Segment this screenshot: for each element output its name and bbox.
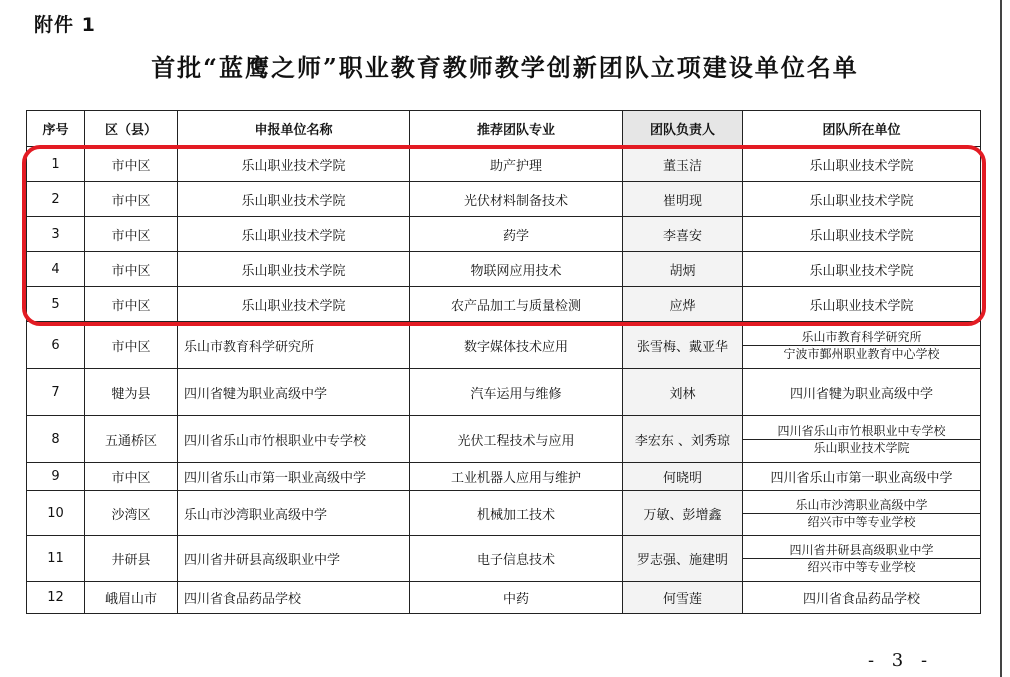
table-row	[27, 491, 981, 536]
table-row	[27, 147, 981, 182]
unit-entry: 绍兴市中等专业学校	[743, 513, 980, 530]
cell-major: 物联网应用技术	[410, 252, 623, 287]
header-leader: 团队负责人	[623, 111, 743, 147]
header-unit: 团队所在单位	[743, 111, 981, 147]
cell-applicant: 乐山市沙湾职业高级中学	[178, 491, 410, 536]
cell-district: 市中区	[85, 463, 178, 491]
cell-no: 7	[27, 369, 85, 416]
cell-applicant: 乐山职业技术学院	[178, 287, 410, 322]
cell-major: 光伏工程技术与应用	[410, 416, 623, 463]
cell-unit	[743, 416, 981, 463]
table-header-row	[27, 111, 981, 147]
cell-major: 农产品加工与质量检测	[410, 287, 623, 322]
cell-leader: 张雪梅、戴亚华	[623, 322, 743, 369]
cell-no: 5	[27, 287, 85, 322]
cell-applicant: 四川省犍为职业高级中学	[178, 369, 410, 416]
header-district: 区（县）	[85, 111, 178, 147]
unit-entry: 乐山市教育科学研究所	[801, 329, 922, 344]
cell-leader: 何晓明	[623, 463, 743, 491]
page-edge-line	[1000, 0, 1002, 677]
cell-leader: 刘林	[623, 369, 743, 416]
cell-applicant: 四川省井研县高级职业中学	[178, 536, 410, 582]
unit-entry: 四川省乐山市竹根职业中专学校	[777, 423, 946, 438]
cell-applicant: 乐山职业技术学院	[178, 147, 410, 182]
cell-applicant: 乐山职业技术学院	[178, 217, 410, 252]
cell-applicant: 四川省食品药品学校	[178, 582, 410, 614]
cell-district: 犍为县	[85, 369, 178, 416]
cell-district: 沙湾区	[85, 491, 178, 536]
cell-district: 井研县	[85, 536, 178, 582]
cell-applicant: 乐山职业技术学院	[178, 182, 410, 217]
cell-unit	[743, 536, 981, 582]
cell-leader: 罗志强、施建明	[623, 536, 743, 582]
cell-leader: 胡炳	[623, 252, 743, 287]
cell-no: 9	[27, 463, 85, 491]
attachment-label: 附件 1	[34, 14, 96, 36]
cell-leader: 崔明现	[623, 182, 743, 217]
cell-applicant: 乐山职业技术学院	[178, 252, 410, 287]
cell-no: 2	[27, 182, 85, 217]
unit-entry: 乐山职业技术学院	[743, 439, 980, 456]
header-applicant: 申报单位名称	[178, 111, 410, 147]
unit-entry: 四川省井研县高级职业中学	[789, 543, 934, 557]
cell-unit: 乐山职业技术学院	[743, 217, 981, 252]
unit-entry: 绍兴市中等专业学校	[743, 558, 980, 575]
cell-leader: 应烨	[623, 287, 743, 322]
team-list-table	[26, 110, 981, 614]
cell-major: 电子信息技术	[410, 536, 623, 582]
header-major: 推荐团队专业	[410, 111, 623, 147]
table-row	[27, 287, 981, 322]
document-title: 首批“蓝鹰之师”职业教育教师教学创新团队立项建设单位名单	[151, 53, 859, 82]
cell-major: 中药	[410, 582, 623, 614]
cell-no: 12	[27, 582, 85, 614]
cell-district: 五通桥区	[85, 416, 178, 463]
cell-no: 3	[27, 217, 85, 252]
cell-leader: 何雪莲	[623, 582, 743, 614]
cell-no: 1	[27, 147, 85, 182]
cell-no: 11	[27, 536, 85, 582]
page-number: - 3 -	[868, 650, 934, 671]
cell-leader: 李喜安	[623, 217, 743, 252]
header-no: 序号	[27, 111, 85, 147]
cell-unit: 四川省食品药品学校	[743, 582, 981, 614]
cell-no: 10	[27, 491, 85, 536]
cell-unit: 乐山职业技术学院	[743, 182, 981, 217]
cell-unit: 乐山职业技术学院	[743, 287, 981, 322]
cell-district: 市中区	[85, 252, 178, 287]
unit-entry: 宁波市鄞州职业教育中心学校	[743, 345, 980, 362]
cell-unit: 四川省乐山市第一职业高级中学	[743, 463, 981, 491]
cell-unit	[743, 322, 981, 369]
cell-major: 助产护理	[410, 147, 623, 182]
cell-unit: 四川省犍为职业高级中学	[743, 369, 981, 416]
unit-entry: 乐山市沙湾职业高级中学	[795, 497, 928, 512]
table-body	[27, 147, 981, 614]
cell-major: 药学	[410, 217, 623, 252]
cell-district: 市中区	[85, 217, 178, 252]
table-row	[27, 369, 981, 416]
cell-district: 市中区	[85, 182, 178, 217]
cell-district: 峨眉山市	[85, 582, 178, 614]
cell-unit: 乐山职业技术学院	[743, 252, 981, 287]
cell-major: 数字媒体技术应用	[410, 322, 623, 369]
cell-leader: 万敏、彭增鑫	[623, 491, 743, 536]
table-row	[27, 182, 981, 217]
cell-leader: 李宏东 、刘秀琼	[623, 416, 743, 463]
cell-major: 工业机器人应用与维护	[410, 463, 623, 491]
table-row	[27, 582, 981, 614]
cell-no: 4	[27, 252, 85, 287]
cell-leader: 董玉洁	[623, 147, 743, 182]
table-row	[27, 536, 981, 582]
cell-district: 市中区	[85, 287, 178, 322]
cell-unit	[743, 491, 981, 536]
cell-unit: 乐山职业技术学院	[743, 147, 981, 182]
cell-applicant: 乐山市教育科学研究所	[178, 322, 410, 369]
table-row	[27, 217, 981, 252]
cell-applicant: 四川省乐山市第一职业高级中学	[178, 463, 410, 491]
cell-district: 市中区	[85, 322, 178, 369]
table-row	[27, 463, 981, 491]
table-row	[27, 252, 981, 287]
table-row	[27, 416, 981, 463]
cell-major: 汽车运用与维修	[410, 369, 623, 416]
cell-no: 8	[27, 416, 85, 463]
cell-district: 市中区	[85, 147, 178, 182]
cell-no: 6	[27, 322, 85, 369]
cell-major: 机械加工技术	[410, 491, 623, 536]
table-row	[27, 322, 981, 369]
cell-applicant: 四川省乐山市竹根职业中专学校	[178, 416, 410, 463]
cell-major: 光伏材料制备技术	[410, 182, 623, 217]
